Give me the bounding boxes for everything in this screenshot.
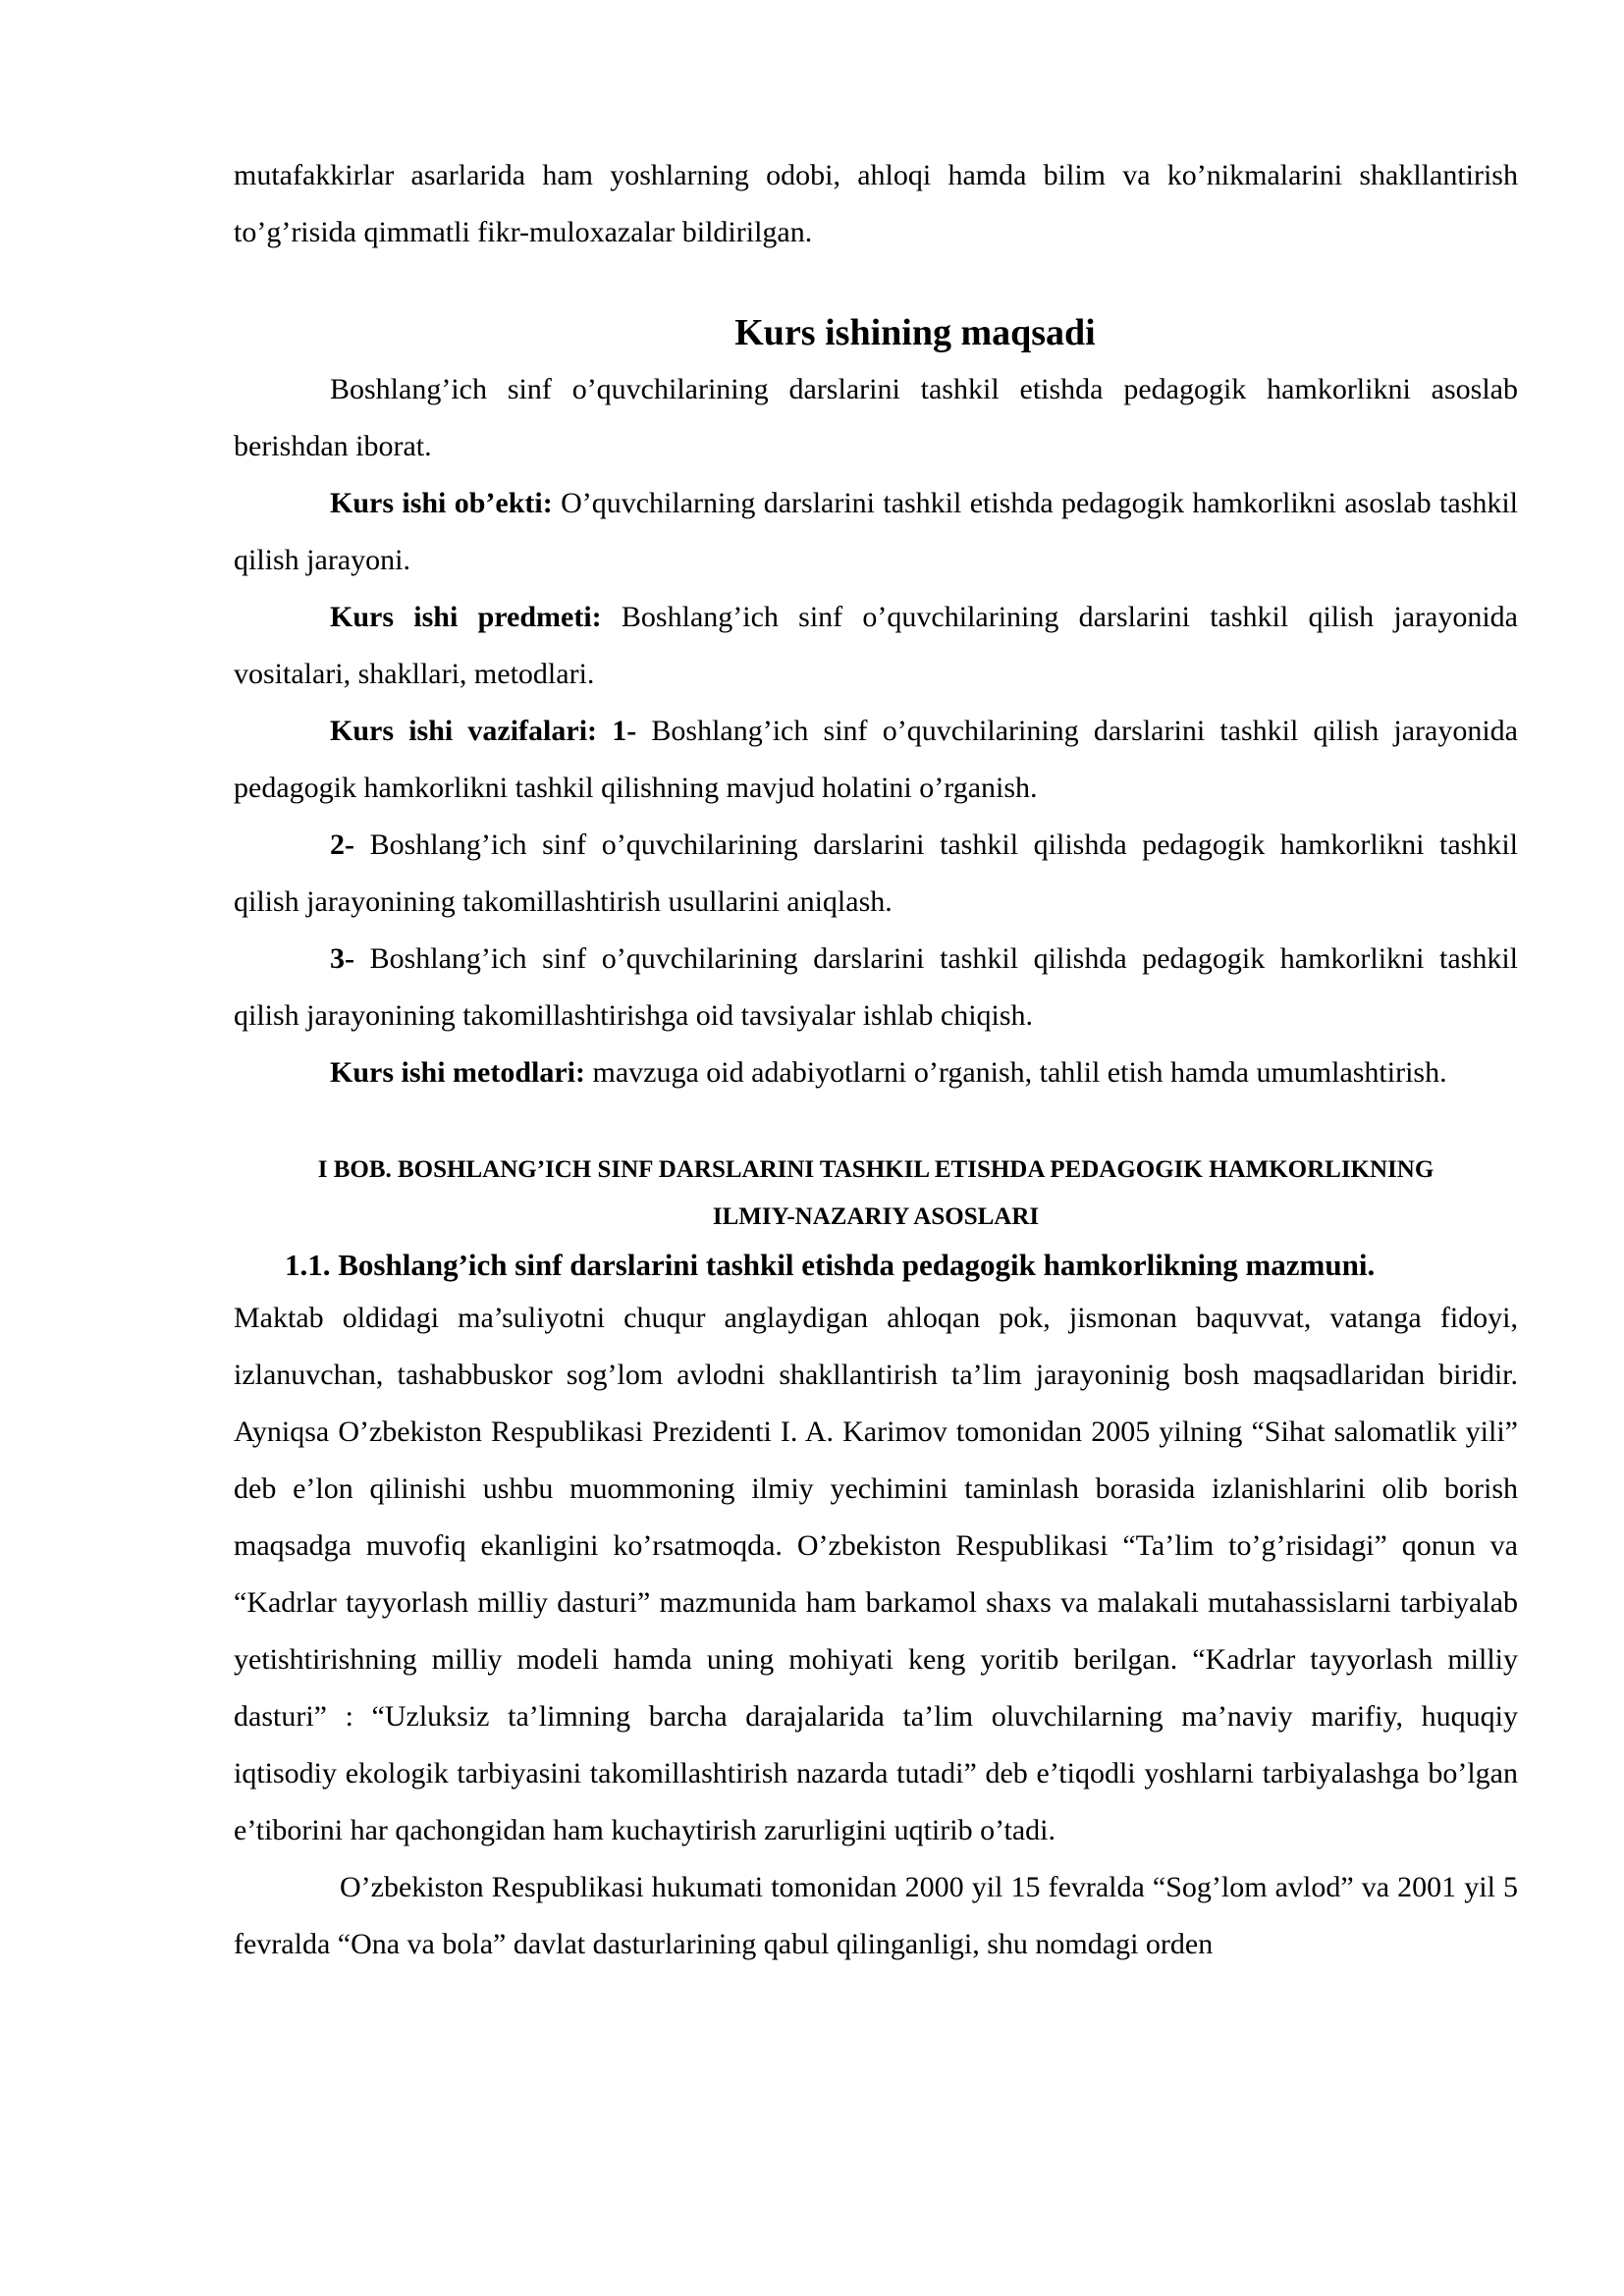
task3-paragraph (234, 931, 1518, 1044)
document-page (234, 147, 1518, 1973)
body-paragraph-1: Maktab oldidagi ma’suliyotni chuqur anglaydigan ahloqan pok, jismonan baquvvat, vatanga fidoyi, izlanuvchan, tashabbuskor sog’lom avlodni shakllantirish ta’lim jarayoninig bosh maqsadlaridan biridir. Ayniqsa O’zbekiston Respublikasi Prezidenti I. A. Karimov tomonidan 2005 yilning “Sihat salomatlik yili” deb e’lon qilinishi ushbu muommoning ilmiy yechimini taminlash borasida izlanishlarini olib borish maqsadga muvofiq ekanligini ko’rsatmoqda. O’zbekiston Respublikasi “Ta’lim to’g’risidagi” qonun va “Kadrlar tayyorlash milliy dasturi” mazmunida ham barkamol shaxs va malakali mutahassislarni tarbiyalab yetishtirishning milliy modeli hamda uning mohiyati keng yoritib berilgan. “Kadrlar tayyorlash milliy dasturi” : “Uzluksiz ta’limning barcha darajalarida ta’lim oluvchilarning ma’naviy marifiy, huquqiy iqtisodiy ekologik tarbiyasini takomillashtirish nazarda tutadi” deb e’tiqodli yoshlarni tarbiyalashga bo’lgan e’tiborini har qachongidan ham kuchaytirish zarurligini uqtirib o’tadi. (234, 1302, 1518, 1846)
task1-text: Boshlang’ich sinf o’quvchilarining darslarini tashkil qilish jarayonida pedagogik hamkorlikni tashkil qilishning mavjud holatini o’rganish. (234, 715, 1518, 804)
task3-text: Boshlang’ich sinf o’quvchilarining darslarini tashkil qilishda pedagogik hamkorlikni tashkil qilish jarayonining takomillashtirishga oid tavsiyalar ishlab chiqish. (234, 942, 1518, 1032)
task2-label: 2- (330, 828, 354, 861)
chapter-title (234, 1147, 1518, 1241)
task2-text: Boshlang’ich sinf o’quvchilarining darslarini tashkil qilishda pedagogik hamkorlikni tashkil qilish jarayonining takomillashtirish usullarini aniqlash. (234, 828, 1518, 918)
intro-paragraph: mutafakkirlar asarlarida ham yoshlarning odobi, ahloqi hamda bilim va ko’nikmalarini shakllantirish to’g’risida qimmatli fikr-muloxazalar bildirilgan. (234, 159, 1518, 248)
object-label: Kurs ishi ob’ekti: (330, 487, 553, 519)
object-text: O’quvchilarning darslarini tashkil etishda pedagogik hamkorlikni asoslab tashkil qilish jarayoni. (234, 487, 1518, 576)
subject-paragraph (234, 589, 1518, 703)
tasks-paragraph (234, 703, 1518, 817)
chapter-title-line1: I BOB. BOSHLANG’ICH SINF DARSLARINI TASHKIL ETISHDA PEDAGOGIK HAMKORLIKNING (317, 1156, 1435, 1183)
subject-label: Kurs ishi predmeti: (330, 601, 602, 633)
methods-text: mavzuga oid adabiyotlarni o’rganish, tahlil etish hamda umumlashtirish. (585, 1056, 1447, 1089)
object-paragraph (234, 475, 1518, 589)
task2-paragraph (234, 817, 1518, 931)
tasks-label: Kurs ishi vazifalari: 1- (330, 715, 637, 747)
body-paragraph-2: O’zbekiston Respublikasi hukumati tomonidan 2000 yil 15 fevralda “Sog’lom avlod” va 2001 yil 5 fevralda “Ona va bola” davlat dasturlarining qabul qilinganligi, shu nomdagi orden (234, 1871, 1518, 1960)
chapter-title-line2: ILMIY-NAZARIY ASOSLARI (712, 1203, 1040, 1230)
methods-label: Kurs ishi metodlari: (330, 1056, 585, 1089)
section-title: 1.1. Boshlang’ich sinf darslarini tashkil etishda pedagogik hamkorlikning mazmuni. (285, 1248, 1376, 1282)
methods-paragraph (234, 1044, 1518, 1101)
goal-heading: Kurs ishining maqsadi (734, 312, 1096, 353)
task3-label: 3- (330, 942, 354, 975)
goal-paragraph: Boshlang’ich sinf o’quvchilarining darslarini tashkil etishda pedagogik hamkorlikni asoslab berishdan iborat. (234, 373, 1518, 462)
subject-text: Boshlang’ich sinf o’quvchilarining darslarini tashkil qilish jarayonida vositalari, shakllari, metodlari. (234, 601, 1519, 690)
